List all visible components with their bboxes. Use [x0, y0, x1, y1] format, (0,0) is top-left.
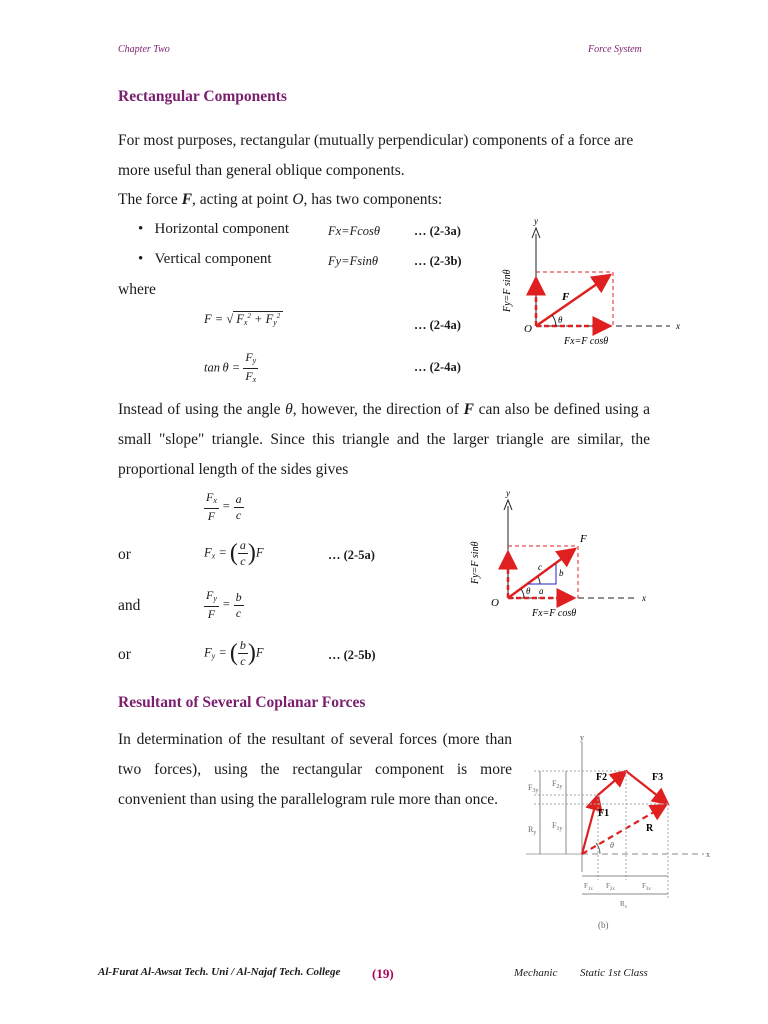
fig1-fy-label: Fy=F sinθ: [502, 269, 513, 312]
bullet-vertical: • Vertical component: [138, 251, 272, 267]
topic-label: Force System: [588, 44, 642, 55]
fig3-caption: (b): [598, 920, 609, 930]
slope-paragraph: Instead of using the angle θ, however, the direction of F can also be defined using a small "slope" triangle. Since this triangle and the larger triangle are similar, the proportional length of the sides gives: [118, 401, 650, 478]
fig1-fx-label: Fx=F cosθ: [564, 336, 609, 347]
eq-number-2-5a: … (2-5a): [328, 548, 375, 562]
fig1-force-label: F: [562, 291, 570, 303]
fig3-f3-label: F3: [652, 772, 664, 783]
fig2-slope-arc: [538, 577, 540, 584]
eq-number-2-4a: … (2-4a): [414, 318, 461, 332]
eq-magnitude: F = √ $F_x^2 + F_y^2$: [204, 312, 283, 327]
force-description: The force F, acting at point O, has two components:: [118, 191, 443, 208]
eq-ratio-a: $\frac{F_x}{F}$ = $\frac{a}{c}$: [206, 490, 242, 523]
eq-fy: Fy=Fsinθ: [328, 254, 378, 268]
and-label: and: [118, 597, 141, 614]
page-number: (19): [372, 966, 394, 981]
fig1-y-label: y: [534, 216, 538, 226]
fig3-ry-label: $R_y$: [528, 825, 537, 836]
figure-force-components: [490, 212, 690, 352]
fig1-origin-label: O: [524, 323, 532, 335]
fig3-rx-label: $R_x$: [620, 900, 628, 910]
footer-class: Static 1st Class: [580, 967, 648, 979]
footer-course: Mechanic: [514, 967, 558, 979]
or-label-2: or: [118, 646, 131, 663]
eq-fx-proportion: $F_x$ = ( $\frac{a}{c}$ )F: [204, 538, 264, 568]
fig2-fy-label: Fy=F sinθ: [470, 541, 481, 584]
fig3-r-arrow: [582, 805, 666, 854]
eq-tan: tan θ = $\frac{F_y}{F_x}$: [204, 350, 257, 384]
fig2-origin-label: O: [491, 597, 499, 609]
resultant-paragraph: In determination of the resultant of several forces (more than two forces), using the rectangular component is more convenient than using the parallelogram rule more than once.: [118, 731, 512, 808]
fig3-f1-label: F1: [598, 808, 610, 819]
section-heading-resultant: Resultant of Several Coplanar Forces: [118, 694, 366, 711]
fig1-angle-arc: [552, 315, 556, 326]
fig3-f2x-label: $F_{2x}$: [606, 882, 615, 892]
bullet-horizontal: • Horizontal component: [138, 221, 290, 237]
or-label-1: or: [118, 546, 131, 563]
figure-resultant: [516, 730, 716, 934]
fig3-f3y-label: $F_3y$: [528, 783, 539, 794]
fig3-f3x-label: $F_{3x}$: [642, 882, 651, 892]
fig2-y-label: y: [506, 488, 510, 498]
eq-number-2-5b: … (2-5b): [328, 648, 376, 662]
fig3-f1y-label: $F_1y$: [552, 821, 563, 832]
fig3-f2-label: F2: [596, 772, 608, 783]
fig3-f2y-label: $F_2y$: [552, 779, 563, 790]
fig3-x-label: x: [706, 850, 710, 859]
eq-fx: Fx=Fcosθ: [328, 224, 381, 238]
chapter-label: Chapter Two: [118, 44, 170, 55]
fig1-theta-label: θ: [558, 315, 563, 325]
fig2-x-label: x: [642, 593, 646, 603]
eq-number-2-3b: … (2-3b): [414, 254, 462, 268]
eq-fy-proportion: $F_y$ = ( $\frac{b}{c}$ )F: [204, 638, 264, 668]
fig2-c-label: c: [538, 562, 542, 572]
fig2-angle-arc: [521, 589, 524, 598]
intro-paragraph: For most purposes, rectangular (mutually perpendicular) components of a force are more useful than general oblique components.: [118, 132, 634, 179]
fig2-a-label: a: [539, 586, 544, 596]
eq-ratio-b: $\frac{F_y}{F}$ = $\frac{b}{c}$: [206, 588, 242, 621]
footer-institution: Al-Furat Al-Awsat Tech. Uni / Al-Najaf Tech. College: [98, 966, 341, 978]
eq-number-2-4a-b: … (2-4a): [414, 360, 461, 374]
fig1-x-label: x: [676, 321, 680, 331]
fig3-f1x-label: $F_{1x}$: [584, 882, 593, 892]
eq-number-2-3a: … (2-3a): [414, 224, 461, 238]
fig2-force-label: F: [580, 533, 587, 545]
figure-slope-triangle: [462, 486, 662, 622]
section-heading-rectangular: Rectangular Components: [118, 88, 287, 105]
fig2-b-label: b: [559, 568, 564, 578]
fig3-theta-label: θ: [610, 841, 614, 850]
fig1-force-arrow: [536, 275, 610, 326]
fig3-y-label: y: [580, 733, 584, 742]
fig2-theta-label: θ: [526, 586, 531, 596]
fig3-r-label: R: [646, 823, 654, 834]
fig2-fx-label: Fx=F cosθ: [532, 608, 577, 619]
where-label: where: [118, 281, 156, 298]
